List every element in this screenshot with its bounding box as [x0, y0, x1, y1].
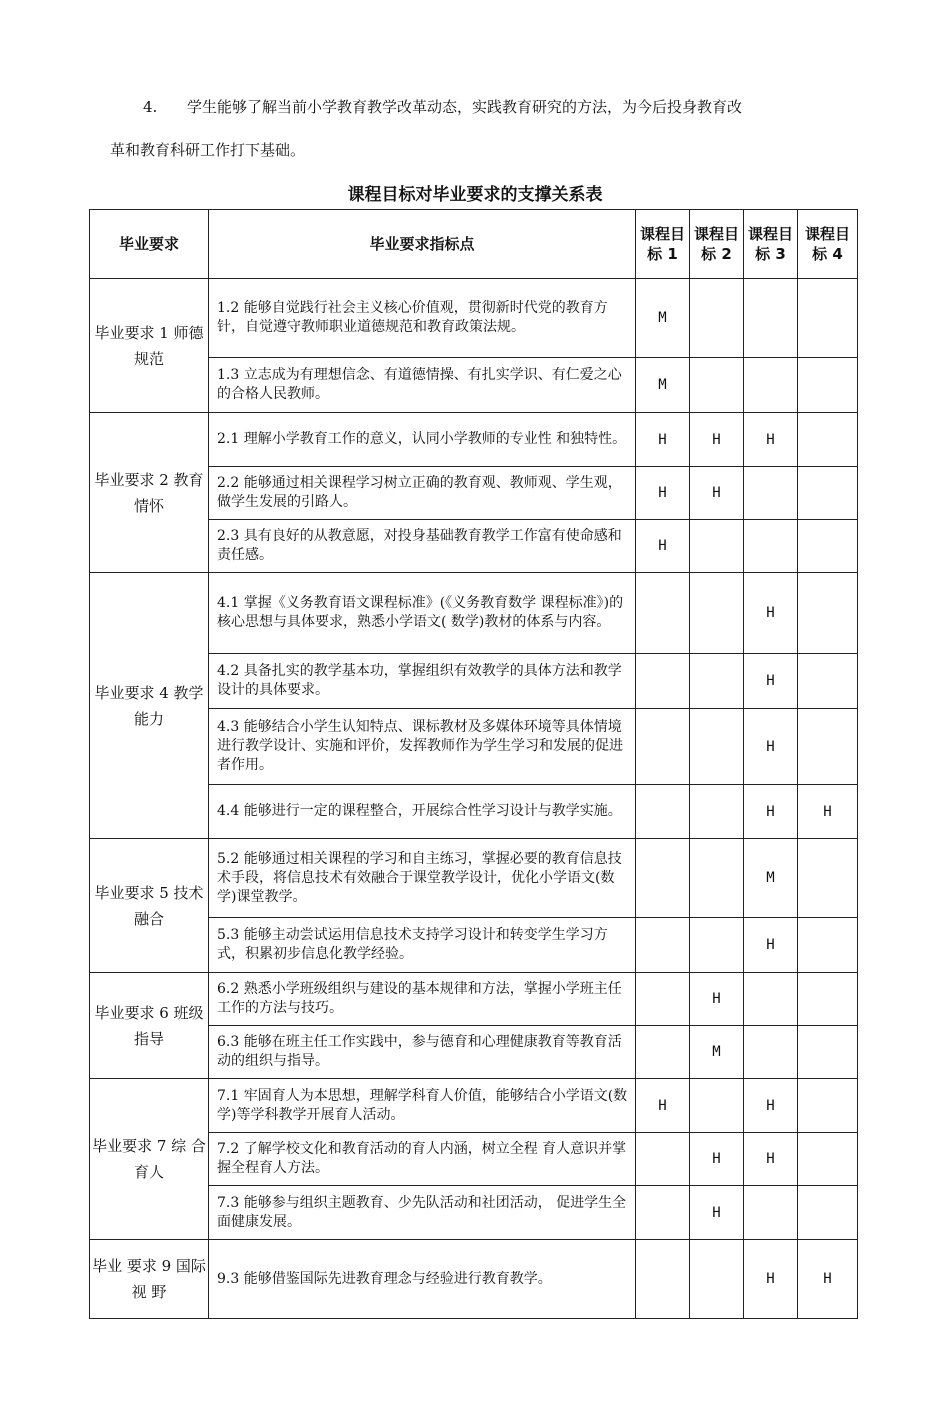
indicator-cell: 7.3 能够参与组织主题教育、少先队活动和社团活动， 促进学生全面健康发展。 — [209, 1186, 636, 1240]
requirement-cell: 毕业要求 4 教学能力 — [90, 573, 209, 839]
goal-3-mark — [744, 1026, 798, 1079]
table-row — [90, 839, 858, 918]
goal-1-mark: H — [636, 520, 690, 573]
goal-4-mark — [798, 973, 858, 1026]
indicator-cell: 2.3 具有良好的从教意愿，对投身基础教育教学工作富有使命感和责任感。 — [209, 520, 636, 573]
goal-2-mark — [690, 654, 744, 709]
goal-3-mark — [744, 1186, 798, 1240]
goal-1-mark — [636, 1133, 690, 1186]
goal-2-mark — [690, 785, 744, 839]
goal-4-mark — [798, 709, 858, 785]
goal-2-mark — [690, 1240, 744, 1319]
requirement-cell: 毕业要求 5 技术融合 — [90, 839, 209, 973]
goal-2-mark — [690, 839, 744, 918]
requirement-cell: 毕业要求 7 综 合育人 — [90, 1079, 209, 1240]
goal-3-mark: H — [744, 1079, 798, 1133]
goal-4-mark — [798, 1186, 858, 1240]
goal-2-mark — [690, 1079, 744, 1133]
goal-2-mark — [690, 358, 744, 413]
goal-4-mark: H — [798, 1240, 858, 1319]
goal-2-mark — [690, 520, 744, 573]
goal-1-mark: H — [636, 467, 690, 520]
goal-1-mark — [636, 654, 690, 709]
table-title: 课程目标对毕业要求的支撑关系表 — [347, 185, 603, 205]
goal-1-mark — [636, 973, 690, 1026]
paragraph-line-2: 革和教育科研工作打下基础。 — [110, 141, 306, 159]
goal-1-mark — [636, 1026, 690, 1079]
header-goal-1: 课程目标 1 — [636, 210, 690, 279]
indicator-cell: 1.3 立志成为有理想信念、有道德情操、有扎实学识、有仁爱之心的合格人民教师。 — [209, 358, 636, 413]
goal-3-mark — [744, 358, 798, 413]
indicator-cell: 6.3 能够在班主任工作实践中，参与德育和心理健康教育等教育活动的组织与指导。 — [209, 1026, 636, 1079]
indicator-cell: 7.2 了解学校文化和教育活动的育人内涵，树立全程 育人意识并掌握全程育人方法。 — [209, 1133, 636, 1186]
indicator-cell: 1.2 能够自觉践行社会主义核心价值观，贯彻新时代党的教育方针，自觉遵守教师职业道德规范和教育政策法规。 — [209, 279, 636, 358]
goal-3-mark: H — [744, 413, 798, 467]
goal-3-mark: H — [744, 654, 798, 709]
header-goal-3: 课程目标 3 — [744, 210, 798, 279]
indicator-cell: 2.1 理解小学教育工作的意义，认同小学教师的专业性 和独特性。 — [209, 413, 636, 467]
indicator-cell: 4.1 掌握《义务教育语文课程标准》(《义务教育数学 课程标准》)的核心思想与具体要求，熟悉小学语文( 数学)教材的体系与内容。 — [209, 573, 636, 654]
goal-1-mark: H — [636, 1079, 690, 1133]
goal-2-mark: H — [690, 1186, 744, 1240]
goal-1-mark: M — [636, 358, 690, 413]
goal-3-mark — [744, 520, 798, 573]
goal-1-mark — [636, 709, 690, 785]
goal-3-mark — [744, 467, 798, 520]
table-row — [90, 413, 858, 467]
goal-2-mark — [690, 573, 744, 654]
goal-4-mark — [798, 520, 858, 573]
goal-1-mark — [636, 785, 690, 839]
goal-3-mark: H — [744, 573, 798, 654]
goal-2-mark — [690, 918, 744, 973]
table-row — [90, 1079, 858, 1133]
goal-2-mark — [690, 709, 744, 785]
support-relation-table — [89, 209, 858, 1319]
goal-3-mark: H — [744, 1133, 798, 1186]
indicator-cell: 5.3 能够主动尝试运用信息技术支持学习设计和转变学生学习方式，积累初步信息化教学经验。 — [209, 918, 636, 973]
goal-4-mark — [798, 1133, 858, 1186]
requirement-cell: 毕业要求 2 教育情怀 — [90, 413, 209, 573]
goal-1-mark: M — [636, 279, 690, 358]
goal-4-mark — [798, 467, 858, 520]
requirement-cell: 毕业要求 6 班级指导 — [90, 973, 209, 1079]
indicator-cell: 6.2 熟悉小学班级组织与建设的基本规律和方法，掌握小学班主任工作的方法与技巧。 — [209, 973, 636, 1026]
goal-2-mark: H — [690, 973, 744, 1026]
indicator-cell: 4.3 能够结合小学生认知特点、课标教材及多媒体环境等具体情境进行教学设计、实施和评价，发挥教师作为学生学习和发展的促进者作用。 — [209, 709, 636, 785]
goal-4-mark — [798, 918, 858, 973]
goal-3-mark — [744, 973, 798, 1026]
indicator-cell: 4.2 具备扎实的教学基本功，掌握组织有效教学的具体方法和教学设计的具体要求。 — [209, 654, 636, 709]
goal-1-mark: H — [636, 413, 690, 467]
table-row — [90, 573, 858, 654]
goal-1-mark — [636, 573, 690, 654]
header-indicator: 毕业要求指标点 — [209, 210, 636, 279]
indicator-cell: 4.4 能够进行一定的课程整合，开展综合性学习设计与教学实施。 — [209, 785, 636, 839]
goal-3-mark: H — [744, 1240, 798, 1319]
table-row — [90, 973, 858, 1026]
indicator-cell: 9.3 能够借鉴国际先进教育理念与经验进行教育教学。 — [209, 1240, 636, 1319]
requirement-cell: 毕业 要求 9 国际视 野 — [90, 1240, 209, 1319]
indicator-cell: 2.2 能够通过相关课程学习树立正确的教育观、教师观、学生观，做学生发展的引路人。 — [209, 467, 636, 520]
goal-4-mark — [798, 573, 858, 654]
goal-4-mark — [798, 654, 858, 709]
paragraph-line-1: 学生能够了解当前小学教育教学改革动态，实践教育研究的方法，为今后投身教育改 — [187, 98, 743, 116]
goal-3-mark: H — [744, 918, 798, 973]
indicator-cell: 5.2 能够通过相关课程的学习和自主练习，掌握必要的教育信息技术手段，将信息技术有效融合于课堂教学设计，优化小学语文(数学)课堂教学。 — [209, 839, 636, 918]
indicator-cell: 7.1 牢固育人为本思想，理解学科育人价值，能够结合小学语文(数学)等学科教学开展育人活动。 — [209, 1079, 636, 1133]
goal-2-mark: H — [690, 467, 744, 520]
goal-1-mark — [636, 918, 690, 973]
goal-4-mark: H — [798, 785, 858, 839]
goal-4-mark — [798, 839, 858, 918]
goal-4-mark — [798, 413, 858, 467]
goal-4-mark — [798, 279, 858, 358]
goal-2-mark: M — [690, 1026, 744, 1079]
goal-2-mark: H — [690, 413, 744, 467]
paragraph-number: 4. — [143, 98, 158, 116]
header-requirement: 毕业要求 — [90, 210, 209, 279]
table-row — [90, 279, 858, 358]
header-row — [90, 210, 858, 279]
header-goal-4: 课程目标 4 — [798, 210, 858, 279]
goal-3-mark — [744, 279, 798, 358]
goal-4-mark — [798, 1079, 858, 1133]
goal-4-mark — [798, 1026, 858, 1079]
goal-1-mark — [636, 839, 690, 918]
goal-3-mark: H — [744, 785, 798, 839]
goal-3-mark: M — [744, 839, 798, 918]
goal-2-mark: H — [690, 1133, 744, 1186]
table-body — [90, 279, 858, 1319]
goal-2-mark — [690, 279, 744, 358]
goal-1-mark — [636, 1240, 690, 1319]
header-goal-2: 课程目标 2 — [690, 210, 744, 279]
objective-paragraph — [143, 97, 742, 117]
goal-4-mark — [798, 358, 858, 413]
table-row — [90, 1240, 858, 1319]
requirement-cell: 毕业要求 1 师德规范 — [90, 279, 209, 413]
goal-3-mark: H — [744, 709, 798, 785]
goal-1-mark — [636, 1186, 690, 1240]
